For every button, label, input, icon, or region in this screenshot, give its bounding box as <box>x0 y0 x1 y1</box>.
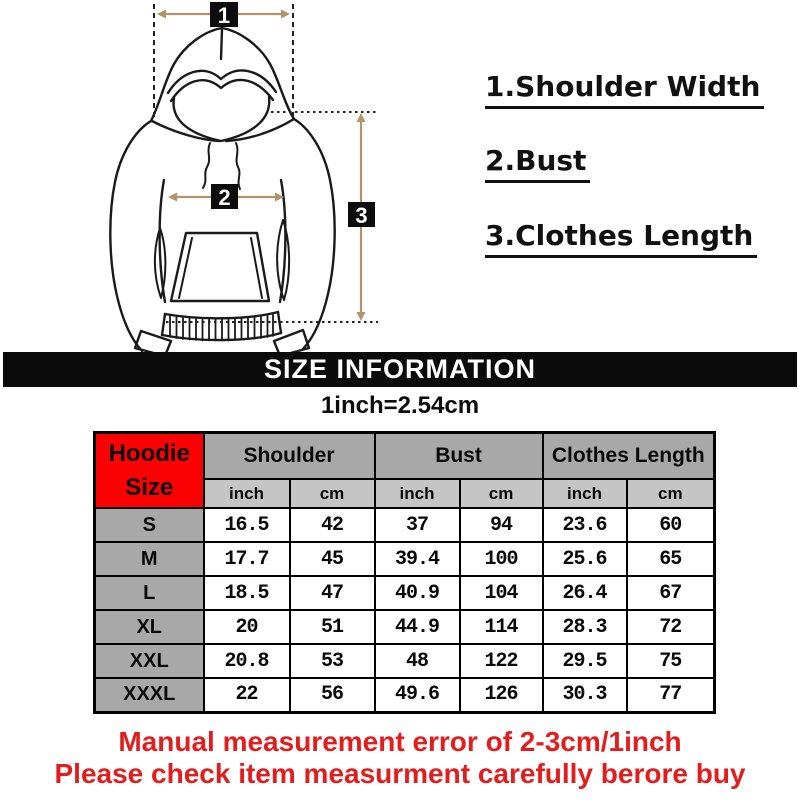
table-cell: 25.6 <box>543 542 627 576</box>
group-header-clothes-length: Clothes Length <box>543 433 715 480</box>
table-cell: 53 <box>290 644 375 678</box>
hoodie-measurement-diagram <box>0 0 420 356</box>
table-row-xxl <box>95 644 715 678</box>
table-cell: 20.8 <box>204 644 290 678</box>
table-row-l <box>95 576 715 610</box>
table-cell: 26.4 <box>543 576 627 610</box>
table-row-m <box>95 542 715 576</box>
table-cell: 100 <box>460 542 543 576</box>
table-cell: 47 <box>290 576 375 610</box>
table-cell: 49.6 <box>375 678 460 712</box>
banner-title: SIZE INFORMATION <box>264 354 536 384</box>
unit-header: cm <box>627 479 715 508</box>
corner-line1: Hoodie <box>108 439 190 467</box>
table-cell: 28.3 <box>543 610 627 644</box>
table-cell: 114 <box>460 610 543 644</box>
table-cell: 40.9 <box>375 576 460 610</box>
table-cell: 60 <box>627 508 715 542</box>
marker-1-number: 1 <box>217 3 231 28</box>
size-label: XXL <box>95 644 204 678</box>
unit-header: inch <box>543 479 627 508</box>
table-cell: 16.5 <box>204 508 290 542</box>
table-cell: 37 <box>375 508 460 542</box>
marker-3-number: 3 <box>355 203 368 228</box>
legend-bust: 2.Bust <box>485 144 590 183</box>
group-header-bust: Bust <box>375 433 543 480</box>
table-cell: 77 <box>627 678 715 712</box>
table-cell: 20 <box>204 610 290 644</box>
measure-marker-1 <box>210 2 238 28</box>
table-cell: 23.6 <box>543 508 627 542</box>
table-cell: 56 <box>290 678 375 712</box>
size-label: XL <box>95 610 204 644</box>
size-label: M <box>95 542 204 576</box>
table-cell: 44.9 <box>375 610 460 644</box>
table-row-xxxl <box>95 678 715 712</box>
measurement-error-note: Manual measurement error of 2-3cm/1inch <box>118 726 682 757</box>
table-cell: 22 <box>204 678 290 712</box>
measure-marker-2 <box>211 184 238 210</box>
inch-cm-conversion-note: 1inch=2.54cm <box>320 392 480 419</box>
size-label: S <box>95 508 204 542</box>
table-cell: 45 <box>290 542 375 576</box>
check-before-buy-note: Please check item measurment carefully berore buy <box>54 758 746 789</box>
unit-header: cm <box>460 479 543 508</box>
corner-line2: Size <box>125 473 174 501</box>
table-cell: 18.5 <box>204 576 290 610</box>
table-cell: 51 <box>290 610 375 644</box>
table-cell: 122 <box>460 644 543 678</box>
table-cell: 75 <box>627 644 715 678</box>
table-cell: 48 <box>375 644 460 678</box>
table-cell: 17.7 <box>204 542 290 576</box>
table-cell: 67 <box>627 576 715 610</box>
table-cell: 104 <box>460 576 543 610</box>
corner-cell-hoodie-size <box>95 433 204 509</box>
measurement-guides <box>154 2 378 322</box>
table-cell: 126 <box>460 678 543 712</box>
table-row-xl <box>95 610 715 644</box>
marker-2-number: 2 <box>218 185 231 210</box>
unit-header: inch <box>375 479 460 508</box>
table-cell: 94 <box>460 508 543 542</box>
size-table <box>93 431 716 714</box>
size-label: XXXL <box>95 678 204 712</box>
size-information-banner <box>3 352 797 387</box>
table-cell: 42 <box>290 508 375 542</box>
table-row-s <box>95 508 715 542</box>
legend-shoulder-width: 1.Shoulder Width <box>485 70 764 109</box>
unit-header: cm <box>290 479 375 508</box>
size-label: L <box>95 576 204 610</box>
table-cell: 65 <box>627 542 715 576</box>
table-cell: 72 <box>627 610 715 644</box>
table-cell: 29.5 <box>543 644 627 678</box>
measure-marker-3 <box>348 202 375 228</box>
legend-clothes-length: 3.Clothes Length <box>485 219 757 258</box>
table-group-header-row <box>95 433 715 480</box>
table-cell: 30.3 <box>543 678 627 712</box>
unit-header: inch <box>204 479 290 508</box>
group-header-shoulder: Shoulder <box>204 433 375 480</box>
table-cell: 39.4 <box>375 542 460 576</box>
